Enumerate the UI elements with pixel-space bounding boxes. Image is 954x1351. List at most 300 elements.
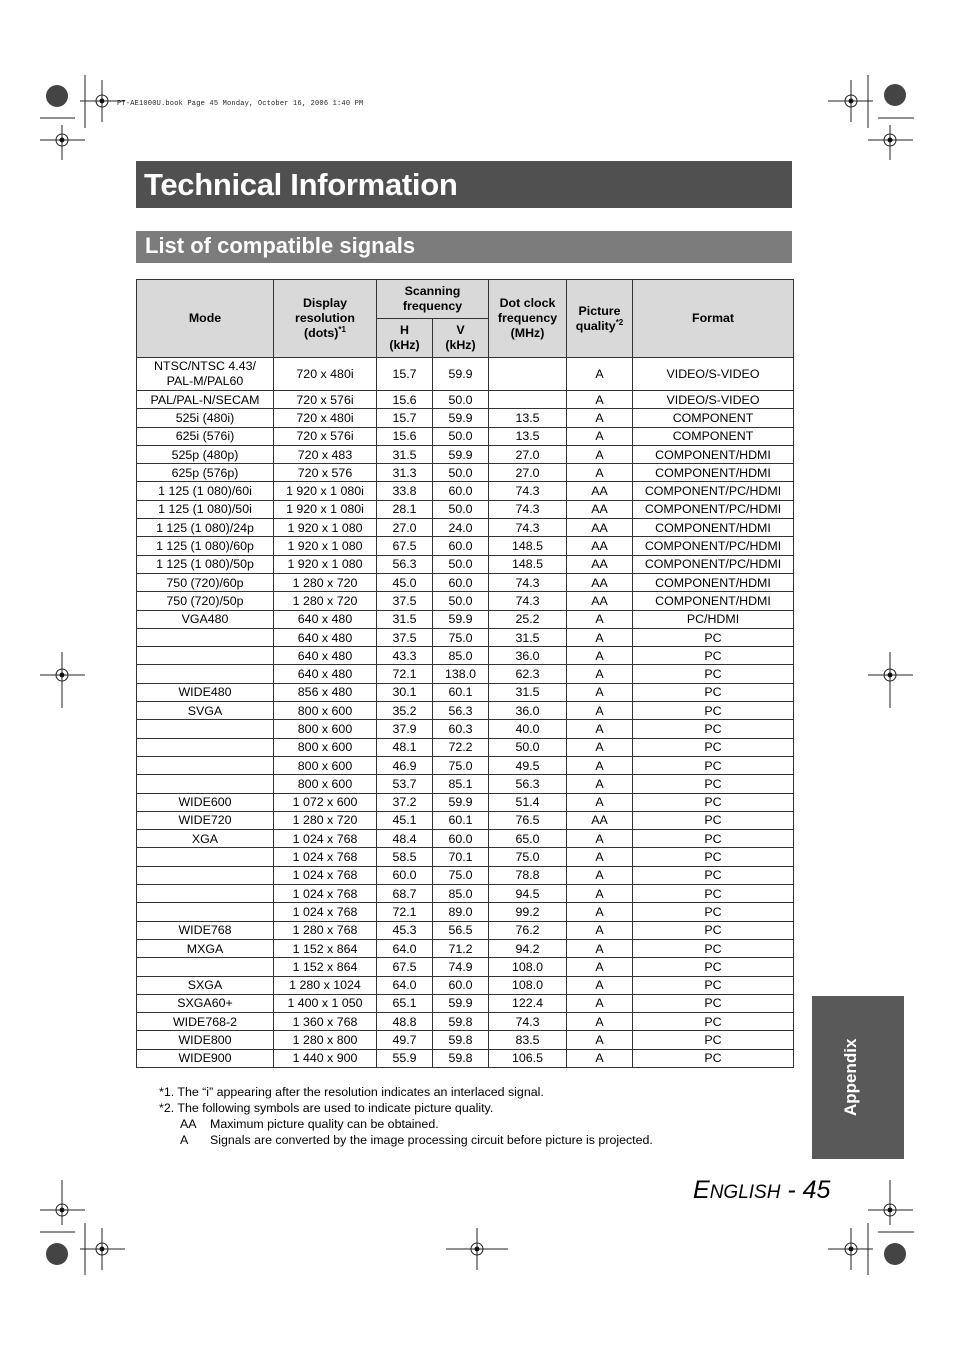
header-h-label: H: [400, 323, 409, 337]
cell-format: PC: [633, 994, 794, 1012]
cell-h-khz: 56.3: [377, 555, 433, 573]
cell-format: PC: [633, 866, 794, 884]
cell-dot-clock: 74.3: [489, 500, 567, 518]
cell-v-khz: 59.8: [433, 1049, 489, 1067]
cell-h-khz: 31.5: [377, 445, 433, 463]
cell-resolution: 640 x 480: [274, 647, 377, 665]
cell-resolution: 1 920 x 1 080: [274, 537, 377, 555]
cell-picture-quality: AA: [567, 592, 633, 610]
compatible-signals-table: [136, 279, 794, 1068]
cell-resolution: 856 x 480: [274, 683, 377, 701]
cell-dot-clock: 74.3: [489, 592, 567, 610]
cell-format: PC: [633, 958, 794, 976]
cell-h-khz: 68.7: [377, 885, 433, 903]
table-row: [137, 738, 794, 756]
cell-mode: [137, 647, 274, 665]
title-banner: [136, 161, 792, 208]
header-mode: Mode: [137, 280, 274, 358]
cell-h-khz: 45.0: [377, 573, 433, 591]
cell-format: COMPONENT/PC/HDMI: [633, 482, 794, 500]
cell-h-khz: 27.0: [377, 519, 433, 537]
cell-picture-quality: A: [567, 445, 633, 463]
cell-resolution: 720 x 480i: [274, 358, 377, 391]
cell-format: PC: [633, 683, 794, 701]
appendix-tab-label: Appendix: [841, 1038, 860, 1116]
cell-resolution: 1 920 x 1 080: [274, 555, 377, 573]
cell-mode: 1 125 (1 080)/50i: [137, 500, 274, 518]
legend-a-symbol: A: [180, 1133, 189, 1147]
table-row: [137, 921, 794, 939]
cell-picture-quality: A: [567, 830, 633, 848]
cell-mode: WIDE720: [137, 811, 274, 829]
cell-v-khz: 75.0: [433, 628, 489, 646]
table-row: [137, 1049, 794, 1067]
cell-dot-clock: 74.3: [489, 573, 567, 591]
header-v: [433, 319, 489, 358]
cell-dot-clock: 51.4: [489, 793, 567, 811]
table-row: [137, 445, 794, 463]
cell-picture-quality: A: [567, 1049, 633, 1067]
cell-format: PC: [633, 702, 794, 720]
cell-format: PC: [633, 903, 794, 921]
cell-resolution: 800 x 600: [274, 720, 377, 738]
page-title: Technical Information: [144, 167, 458, 202]
cell-resolution: 800 x 600: [274, 738, 377, 756]
cell-h-khz: 72.1: [377, 665, 433, 683]
cell-v-khz: 138.0: [433, 665, 489, 683]
header-mhz-label: (MHz): [510, 326, 545, 340]
header-picture-quality: [567, 280, 633, 358]
cell-resolution: 1 920 x 1 080i: [274, 500, 377, 518]
cell-h-khz: 15.6: [377, 427, 433, 445]
table-row: [137, 885, 794, 903]
cell-h-khz: 15.7: [377, 358, 433, 391]
legend-a: [159, 1132, 653, 1148]
cell-dot-clock: 94.5: [489, 885, 567, 903]
cell-dot-clock: 36.0: [489, 647, 567, 665]
cell-v-khz: 56.5: [433, 921, 489, 939]
header-picture-quality-label: Picture quality: [575, 303, 621, 333]
cell-picture-quality: A: [567, 665, 633, 683]
cell-resolution: 1 280 x 720: [274, 573, 377, 591]
cell-v-khz: 59.9: [433, 994, 489, 1012]
cell-picture-quality: A: [567, 848, 633, 866]
cell-v-khz: 74.9: [433, 958, 489, 976]
cell-h-khz: 45.1: [377, 811, 433, 829]
cell-picture-quality: A: [567, 683, 633, 701]
table-row: [137, 976, 794, 994]
cell-resolution: 1 360 x 768: [274, 1013, 377, 1031]
cell-picture-quality: A: [567, 793, 633, 811]
cell-mode: MXGA: [137, 939, 274, 957]
cell-mode: 1 125 (1 080)/24p: [137, 519, 274, 537]
cell-dot-clock: 94.2: [489, 939, 567, 957]
cell-resolution: 720 x 576: [274, 464, 377, 482]
cell-picture-quality: A: [567, 628, 633, 646]
cell-dot-clock: 65.0: [489, 830, 567, 848]
cell-mode: [137, 756, 274, 774]
cell-h-khz: 48.8: [377, 1013, 433, 1031]
cell-dot-clock: 75.0: [489, 848, 567, 866]
cell-picture-quality: A: [567, 866, 633, 884]
cell-format: PC: [633, 848, 794, 866]
cell-resolution: 1 152 x 864: [274, 958, 377, 976]
cell-format: PC: [633, 738, 794, 756]
cell-h-khz: 15.6: [377, 391, 433, 409]
table-row: [137, 848, 794, 866]
cell-v-khz: 60.3: [433, 720, 489, 738]
cell-h-khz: 30.1: [377, 683, 433, 701]
table-row: [137, 866, 794, 884]
cell-dot-clock: 74.3: [489, 482, 567, 500]
cell-mode: SXGA60+: [137, 994, 274, 1012]
table-row: [137, 994, 794, 1012]
header-scanning-frequency: Scanning frequency: [377, 280, 489, 319]
table-row: [137, 427, 794, 445]
cell-mode: 1 125 (1 080)/50p: [137, 555, 274, 573]
cell-picture-quality: AA: [567, 537, 633, 555]
cell-format: PC: [633, 885, 794, 903]
cell-mode: [137, 903, 274, 921]
cell-format: PC: [633, 830, 794, 848]
table-row: [137, 537, 794, 555]
cell-resolution: 1 024 x 768: [274, 848, 377, 866]
cell-format: PC: [633, 1049, 794, 1067]
cell-v-khz: 60.0: [433, 482, 489, 500]
cell-resolution: 1 024 x 768: [274, 903, 377, 921]
cell-picture-quality: AA: [567, 811, 633, 829]
cell-resolution: 720 x 480i: [274, 409, 377, 427]
cell-mode: VGA480: [137, 610, 274, 628]
cell-dot-clock: 74.3: [489, 1013, 567, 1031]
cell-picture-quality: AA: [567, 555, 633, 573]
cell-v-khz: 59.9: [433, 358, 489, 391]
cell-dot-clock: 40.0: [489, 720, 567, 738]
cell-picture-quality: A: [567, 427, 633, 445]
cell-format: COMPONENT/PC/HDMI: [633, 537, 794, 555]
cell-v-khz: 59.9: [433, 409, 489, 427]
cell-format: PC: [633, 921, 794, 939]
cell-h-khz: 37.5: [377, 628, 433, 646]
cell-picture-quality: A: [567, 358, 633, 391]
cell-picture-quality: A: [567, 647, 633, 665]
cell-h-khz: 65.1: [377, 994, 433, 1012]
cell-format: PC: [633, 775, 794, 793]
cell-resolution: 1 024 x 768: [274, 866, 377, 884]
table-row: [137, 464, 794, 482]
table-row: [137, 592, 794, 610]
cell-v-khz: 75.0: [433, 756, 489, 774]
cell-v-khz: 89.0: [433, 903, 489, 921]
table-row: [137, 665, 794, 683]
cell-resolution: 1 920 x 1 080i: [274, 482, 377, 500]
cell-mode: NTSC/NTSC 4.43/ PAL-M/PAL60: [137, 358, 274, 391]
cell-format: COMPONENT/HDMI: [633, 519, 794, 537]
footnote-ref-1: *1: [338, 324, 346, 334]
cell-v-khz: 71.2: [433, 939, 489, 957]
header-display-resolution: [274, 280, 377, 358]
cell-h-khz: 28.1: [377, 500, 433, 518]
cell-format: PC: [633, 939, 794, 957]
cell-v-khz: 60.1: [433, 683, 489, 701]
cell-resolution: 1 280 x 1024: [274, 976, 377, 994]
cell-resolution: 720 x 576i: [274, 391, 377, 409]
cell-v-khz: 56.3: [433, 702, 489, 720]
cell-resolution: 1 280 x 720: [274, 592, 377, 610]
cell-mode: 625i (576i): [137, 427, 274, 445]
cell-v-khz: 50.0: [433, 555, 489, 573]
header-dot-clock-label: Dot clock frequency: [497, 296, 558, 325]
cell-resolution: 720 x 576i: [274, 427, 377, 445]
cell-format: PC: [633, 811, 794, 829]
table-row: [137, 409, 794, 427]
cell-resolution: 1 072 x 600: [274, 793, 377, 811]
cell-format: VIDEO/S-VIDEO: [633, 358, 794, 391]
cell-dot-clock: 74.3: [489, 519, 567, 537]
cell-picture-quality: A: [567, 994, 633, 1012]
table-row: [137, 391, 794, 409]
table-row: [137, 775, 794, 793]
cell-mode: XGA: [137, 830, 274, 848]
cell-v-khz: 60.0: [433, 537, 489, 555]
cell-resolution: 800 x 600: [274, 775, 377, 793]
cell-dot-clock: 78.8: [489, 866, 567, 884]
cell-format: PC: [633, 756, 794, 774]
cell-dot-clock: 27.0: [489, 445, 567, 463]
cell-format: COMPONENT/HDMI: [633, 464, 794, 482]
appendix-tab: [812, 996, 904, 1159]
cell-mode: [137, 720, 274, 738]
legend-a-text: Signals are converted by the image processing circuit before picture is projected.: [210, 1133, 653, 1147]
cell-format: PC: [633, 720, 794, 738]
cell-picture-quality: A: [567, 775, 633, 793]
table-row: [137, 482, 794, 500]
table-row: [137, 793, 794, 811]
cell-mode: 1 125 (1 080)/60p: [137, 537, 274, 555]
cell-h-khz: 31.3: [377, 464, 433, 482]
header-dot-clock: [489, 280, 567, 358]
cell-mode: WIDE900: [137, 1049, 274, 1067]
cell-picture-quality: A: [567, 464, 633, 482]
cell-dot-clock: [489, 358, 567, 391]
cell-h-khz: 49.7: [377, 1031, 433, 1049]
header-h-unit: (kHz): [389, 338, 420, 352]
table-row: [137, 1013, 794, 1031]
table-row: [137, 939, 794, 957]
footnote-ref-2: *2: [615, 317, 624, 327]
cell-format: PC: [633, 1031, 794, 1049]
cell-resolution: 1 280 x 720: [274, 811, 377, 829]
cell-picture-quality: A: [567, 702, 633, 720]
cell-dot-clock: 76.2: [489, 921, 567, 939]
cell-resolution: 1 024 x 768: [274, 830, 377, 848]
table-row: [137, 573, 794, 591]
cell-dot-clock: 108.0: [489, 958, 567, 976]
cell-h-khz: 33.8: [377, 482, 433, 500]
cell-mode: WIDE480: [137, 683, 274, 701]
cell-mode: WIDE600: [137, 793, 274, 811]
cell-format: PC: [633, 793, 794, 811]
table-row: [137, 1031, 794, 1049]
cell-v-khz: 50.0: [433, 391, 489, 409]
footnotes: [159, 1084, 653, 1148]
cell-picture-quality: A: [567, 958, 633, 976]
cell-picture-quality: A: [567, 1031, 633, 1049]
cell-picture-quality: A: [567, 921, 633, 939]
table-row: [137, 519, 794, 537]
table-row: [137, 830, 794, 848]
cell-picture-quality: A: [567, 391, 633, 409]
cell-h-khz: 55.9: [377, 1049, 433, 1067]
cell-mode: [137, 958, 274, 976]
table-row: [137, 811, 794, 829]
cell-dot-clock: 148.5: [489, 555, 567, 573]
cell-dot-clock: 62.3: [489, 665, 567, 683]
cell-dot-clock: 31.5: [489, 683, 567, 701]
cell-h-khz: 53.7: [377, 775, 433, 793]
cell-dot-clock: 99.2: [489, 903, 567, 921]
cell-mode: 750 (720)/60p: [137, 573, 274, 591]
cell-mode: 1 125 (1 080)/60i: [137, 482, 274, 500]
cell-resolution: 1 280 x 768: [274, 921, 377, 939]
cell-picture-quality: A: [567, 610, 633, 628]
cell-resolution: 640 x 480: [274, 610, 377, 628]
legend-aa: [159, 1116, 653, 1132]
cell-h-khz: 35.2: [377, 702, 433, 720]
cell-picture-quality: A: [567, 939, 633, 957]
header-format: Format: [633, 280, 794, 358]
cell-format: PC/HDMI: [633, 610, 794, 628]
cell-dot-clock: 13.5: [489, 409, 567, 427]
cell-mode: [137, 628, 274, 646]
cell-h-khz: 31.5: [377, 610, 433, 628]
footnote-2: *2. The following symbols are used to indicate picture quality.: [159, 1101, 494, 1115]
table-row: [137, 610, 794, 628]
table-row: [137, 903, 794, 921]
table-row: [137, 358, 794, 391]
cell-h-khz: 58.5: [377, 848, 433, 866]
cell-format: PC: [633, 1013, 794, 1031]
cell-v-khz: 85.1: [433, 775, 489, 793]
cell-picture-quality: AA: [567, 482, 633, 500]
cell-format: VIDEO/S-VIDEO: [633, 391, 794, 409]
cell-format: PC: [633, 665, 794, 683]
cell-resolution: 1 440 x 900: [274, 1049, 377, 1067]
cell-v-khz: 60.0: [433, 830, 489, 848]
cell-format: COMPONENT/HDMI: [633, 445, 794, 463]
cell-v-khz: 50.0: [433, 592, 489, 610]
cell-h-khz: 43.3: [377, 647, 433, 665]
cell-format: COMPONENT: [633, 427, 794, 445]
cell-mode: [137, 885, 274, 903]
cell-dot-clock: 148.5: [489, 537, 567, 555]
cell-resolution: 640 x 480: [274, 628, 377, 646]
footnote-1: *1. The “i” appearing after the resolution indicates an interlaced signal.: [159, 1085, 544, 1099]
cell-v-khz: 24.0: [433, 519, 489, 537]
cell-picture-quality: A: [567, 409, 633, 427]
table-body: [137, 358, 794, 1068]
cell-picture-quality: A: [567, 738, 633, 756]
cell-format: COMPONENT/HDMI: [633, 573, 794, 591]
cell-dot-clock: 25.2: [489, 610, 567, 628]
cell-picture-quality: A: [567, 885, 633, 903]
table-row: [137, 958, 794, 976]
cell-dot-clock: [489, 391, 567, 409]
cell-dot-clock: 83.5: [489, 1031, 567, 1049]
cell-picture-quality: A: [567, 1013, 633, 1031]
cell-picture-quality: A: [567, 720, 633, 738]
table-row: [137, 500, 794, 518]
cell-h-khz: 64.0: [377, 976, 433, 994]
cell-mode: WIDE800: [137, 1031, 274, 1049]
cell-h-khz: 64.0: [377, 939, 433, 957]
table-row: [137, 683, 794, 701]
cell-v-khz: 85.0: [433, 885, 489, 903]
cell-mode: [137, 665, 274, 683]
cell-mode: PAL/PAL-N/SECAM: [137, 391, 274, 409]
table-row: [137, 555, 794, 573]
cell-format: COMPONENT/HDMI: [633, 592, 794, 610]
cell-resolution: 800 x 600: [274, 702, 377, 720]
table-row: [137, 720, 794, 738]
cell-mode: 625p (576p): [137, 464, 274, 482]
cell-dot-clock: 106.5: [489, 1049, 567, 1067]
file-slug: PT-AE1000U.book Page 45 Monday, October 16, 2006 1:40 PM: [117, 100, 364, 108]
cell-v-khz: 59.8: [433, 1013, 489, 1031]
header-display-resolution-label: Display resolution: [295, 296, 355, 325]
cell-picture-quality: AA: [567, 519, 633, 537]
cell-resolution: 1 920 x 1 080: [274, 519, 377, 537]
header-v-unit: (kHz): [445, 338, 476, 352]
table-row: [137, 702, 794, 720]
cell-dot-clock: 122.4: [489, 994, 567, 1012]
cell-dot-clock: 108.0: [489, 976, 567, 994]
cell-mode: WIDE768: [137, 921, 274, 939]
cell-resolution: 1 280 x 800: [274, 1031, 377, 1049]
cell-h-khz: 48.1: [377, 738, 433, 756]
cell-v-khz: 85.0: [433, 647, 489, 665]
cell-dot-clock: 50.0: [489, 738, 567, 756]
cell-dot-clock: 36.0: [489, 702, 567, 720]
page-number: ENGLISH - 45: [693, 1176, 831, 1204]
cell-mode: 750 (720)/50p: [137, 592, 274, 610]
cell-format: COMPONENT/PC/HDMI: [633, 500, 794, 518]
cell-v-khz: 75.0: [433, 866, 489, 884]
cell-resolution: 800 x 600: [274, 756, 377, 774]
cell-resolution: 640 x 480: [274, 665, 377, 683]
cell-dot-clock: 31.5: [489, 628, 567, 646]
cell-h-khz: 60.0: [377, 866, 433, 884]
section-title: List of compatible signals: [145, 233, 416, 258]
cell-format: PC: [633, 628, 794, 646]
cell-format: PC: [633, 976, 794, 994]
cell-mode: SXGA: [137, 976, 274, 994]
cell-mode: 525p (480p): [137, 445, 274, 463]
cell-h-khz: 48.4: [377, 830, 433, 848]
cell-format: COMPONENT: [633, 409, 794, 427]
cell-mode: [137, 866, 274, 884]
table-row: [137, 756, 794, 774]
cell-dot-clock: 49.5: [489, 756, 567, 774]
cell-resolution: 1 024 x 768: [274, 885, 377, 903]
cell-v-khz: 59.9: [433, 445, 489, 463]
cell-v-khz: 59.8: [433, 1031, 489, 1049]
cell-v-khz: 60.0: [433, 573, 489, 591]
cell-v-khz: 50.0: [433, 464, 489, 482]
header-h: [377, 319, 433, 358]
cell-v-khz: 60.0: [433, 976, 489, 994]
cell-h-khz: 67.5: [377, 537, 433, 555]
